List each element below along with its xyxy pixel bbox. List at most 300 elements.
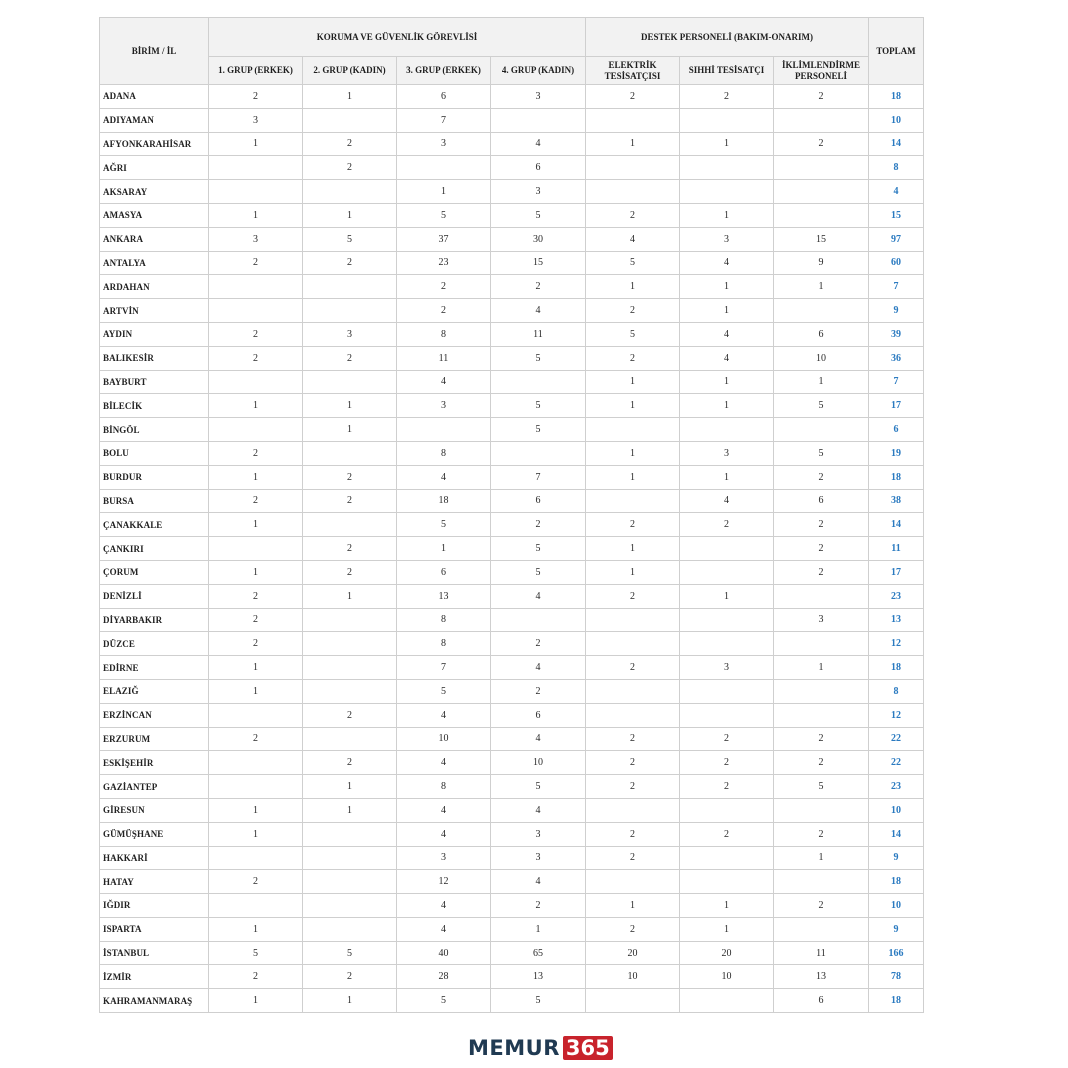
table-row — [100, 989, 924, 1013]
value-cell: 6 — [774, 989, 869, 1013]
value-cell: 2 — [680, 751, 774, 775]
value-cell: 1 — [209, 203, 303, 227]
value-cell: 2 — [209, 632, 303, 656]
value-cell — [586, 608, 680, 632]
value-cell — [774, 418, 869, 442]
value-cell: 1 — [209, 465, 303, 489]
city-cell: AYDIN — [100, 322, 209, 346]
value-cell: 1 — [586, 275, 680, 299]
value-cell: 5 — [491, 394, 586, 418]
value-cell: 8 — [397, 775, 491, 799]
city-cell: ADANA — [100, 85, 209, 109]
table-row — [100, 299, 924, 323]
value-cell: 5 — [586, 251, 680, 275]
value-cell — [586, 489, 680, 513]
value-cell: 2 — [774, 560, 869, 584]
value-cell — [303, 108, 397, 132]
header-sub: 2. GRUP (KADIN) — [303, 57, 397, 85]
city-cell: BİLECİK — [100, 394, 209, 418]
table-row — [100, 917, 924, 941]
value-cell — [680, 870, 774, 894]
value-cell: 2 — [586, 846, 680, 870]
value-cell: 1 — [586, 894, 680, 918]
value-cell: 6 — [491, 156, 586, 180]
value-cell: 1 — [303, 584, 397, 608]
total-cell: 18 — [869, 85, 924, 109]
value-cell: 20 — [586, 941, 680, 965]
value-cell: 1 — [680, 299, 774, 323]
table-row — [100, 870, 924, 894]
total-cell: 9 — [869, 846, 924, 870]
value-cell — [774, 584, 869, 608]
value-cell: 1 — [397, 537, 491, 561]
value-cell: 2 — [586, 299, 680, 323]
value-cell: 1 — [303, 418, 397, 442]
value-cell: 2 — [680, 727, 774, 751]
value-cell: 4 — [491, 870, 586, 894]
value-cell: 2 — [774, 894, 869, 918]
value-cell — [303, 632, 397, 656]
value-cell: 5 — [303, 941, 397, 965]
value-cell: 2 — [586, 727, 680, 751]
header-sub: SIHHİ TESİSATÇI — [680, 57, 774, 85]
value-cell — [680, 989, 774, 1013]
total-cell: 36 — [869, 346, 924, 370]
value-cell: 1 — [303, 394, 397, 418]
value-cell — [209, 299, 303, 323]
value-cell — [303, 180, 397, 204]
value-cell: 2 — [209, 489, 303, 513]
city-cell: İZMİR — [100, 965, 209, 989]
value-cell — [680, 679, 774, 703]
city-cell: AKSARAY — [100, 180, 209, 204]
table-row — [100, 156, 924, 180]
value-cell: 1 — [586, 560, 680, 584]
value-cell: 2 — [209, 965, 303, 989]
table-row — [100, 441, 924, 465]
value-cell: 1 — [680, 132, 774, 156]
value-cell: 3 — [303, 322, 397, 346]
value-cell: 10 — [680, 965, 774, 989]
value-cell: 1 — [303, 798, 397, 822]
table-row — [100, 394, 924, 418]
value-cell — [774, 156, 869, 180]
value-cell — [209, 775, 303, 799]
table-body — [100, 85, 924, 1013]
value-cell — [586, 703, 680, 727]
value-cell — [586, 180, 680, 204]
value-cell — [491, 370, 586, 394]
value-cell — [303, 846, 397, 870]
logo-number: 365 — [563, 1036, 613, 1060]
value-cell: 1 — [209, 798, 303, 822]
total-cell: 18 — [869, 465, 924, 489]
value-cell: 1 — [586, 394, 680, 418]
value-cell — [586, 989, 680, 1013]
value-cell: 28 — [397, 965, 491, 989]
header-sub: ELEKTRİK TESİSATÇISI — [586, 57, 680, 85]
value-cell: 10 — [774, 346, 869, 370]
value-cell: 1 — [209, 560, 303, 584]
value-cell: 2 — [209, 85, 303, 109]
city-cell: BALIKESİR — [100, 346, 209, 370]
value-cell: 3 — [491, 822, 586, 846]
value-cell — [680, 608, 774, 632]
value-cell: 1 — [586, 441, 680, 465]
table-row — [100, 846, 924, 870]
value-cell: 2 — [680, 822, 774, 846]
city-cell: ARDAHAN — [100, 275, 209, 299]
value-cell — [209, 537, 303, 561]
table-row — [100, 751, 924, 775]
value-cell — [209, 751, 303, 775]
value-cell: 8 — [397, 608, 491, 632]
city-cell: AMASYA — [100, 203, 209, 227]
city-cell: ANTALYA — [100, 251, 209, 275]
value-cell: 2 — [303, 560, 397, 584]
value-cell: 2 — [491, 513, 586, 537]
table-row — [100, 489, 924, 513]
value-cell: 1 — [303, 85, 397, 109]
value-cell: 1 — [680, 584, 774, 608]
value-cell — [303, 917, 397, 941]
total-cell: 4 — [869, 180, 924, 204]
value-cell: 8 — [397, 322, 491, 346]
value-cell — [586, 679, 680, 703]
value-cell: 2 — [209, 584, 303, 608]
header-sub: 1. GRUP (ERKEK) — [209, 57, 303, 85]
value-cell: 5 — [491, 418, 586, 442]
total-cell: 12 — [869, 703, 924, 727]
value-cell: 2 — [586, 203, 680, 227]
value-cell: 15 — [774, 227, 869, 251]
city-cell: EDİRNE — [100, 656, 209, 680]
memur365-logo — [468, 1035, 613, 1061]
city-cell: ÇANAKKALE — [100, 513, 209, 537]
value-cell: 2 — [774, 537, 869, 561]
table-row — [100, 608, 924, 632]
value-cell — [774, 870, 869, 894]
city-cell: ERZURUM — [100, 727, 209, 751]
table-row — [100, 965, 924, 989]
city-cell: BURSA — [100, 489, 209, 513]
value-cell — [209, 703, 303, 727]
value-cell — [680, 180, 774, 204]
value-cell — [303, 870, 397, 894]
value-cell: 4 — [491, 798, 586, 822]
city-cell: GİRESUN — [100, 798, 209, 822]
value-cell: 1 — [586, 465, 680, 489]
table-row — [100, 180, 924, 204]
total-cell: 60 — [869, 251, 924, 275]
value-cell: 5 — [491, 989, 586, 1013]
value-cell — [774, 679, 869, 703]
value-cell: 4 — [491, 656, 586, 680]
value-cell: 1 — [680, 465, 774, 489]
city-cell: DÜZCE — [100, 632, 209, 656]
value-cell: 1 — [209, 513, 303, 537]
value-cell: 2 — [397, 275, 491, 299]
total-cell: 7 — [869, 370, 924, 394]
total-cell: 14 — [869, 132, 924, 156]
table-row — [100, 822, 924, 846]
value-cell: 3 — [209, 108, 303, 132]
city-cell: AĞRI — [100, 156, 209, 180]
value-cell: 2 — [303, 703, 397, 727]
total-cell: 18 — [869, 989, 924, 1013]
total-cell: 97 — [869, 227, 924, 251]
value-cell — [680, 108, 774, 132]
value-cell — [209, 156, 303, 180]
city-cell: ISPARTA — [100, 917, 209, 941]
value-cell: 1 — [209, 989, 303, 1013]
value-cell — [303, 894, 397, 918]
value-cell: 2 — [774, 465, 869, 489]
value-cell: 1 — [774, 846, 869, 870]
value-cell: 6 — [491, 489, 586, 513]
value-cell: 4 — [397, 822, 491, 846]
city-cell: KAHRAMANMARAŞ — [100, 989, 209, 1013]
value-cell: 2 — [209, 870, 303, 894]
value-cell — [774, 703, 869, 727]
city-cell: ADIYAMAN — [100, 108, 209, 132]
total-cell: 8 — [869, 679, 924, 703]
value-cell: 2 — [209, 727, 303, 751]
value-cell: 4 — [397, 751, 491, 775]
value-cell: 5 — [397, 513, 491, 537]
value-cell: 3 — [491, 846, 586, 870]
total-cell: 78 — [869, 965, 924, 989]
value-cell — [774, 632, 869, 656]
value-cell: 1 — [586, 370, 680, 394]
total-cell: 9 — [869, 917, 924, 941]
value-cell: 6 — [397, 560, 491, 584]
total-cell: 12 — [869, 632, 924, 656]
value-cell: 2 — [303, 537, 397, 561]
value-cell: 30 — [491, 227, 586, 251]
value-cell — [491, 608, 586, 632]
value-cell: 4 — [397, 798, 491, 822]
value-cell: 5 — [491, 537, 586, 561]
value-cell — [680, 798, 774, 822]
value-cell: 4 — [491, 299, 586, 323]
total-cell: 22 — [869, 751, 924, 775]
value-cell — [586, 798, 680, 822]
value-cell — [680, 418, 774, 442]
value-cell: 2 — [586, 584, 680, 608]
total-cell: 22 — [869, 727, 924, 751]
value-cell: 2 — [586, 751, 680, 775]
value-cell: 2 — [586, 85, 680, 109]
table-row — [100, 108, 924, 132]
value-cell: 7 — [397, 108, 491, 132]
value-cell — [491, 441, 586, 465]
value-cell: 5 — [303, 227, 397, 251]
value-cell — [397, 418, 491, 442]
table-row — [100, 703, 924, 727]
total-cell: 14 — [869, 513, 924, 537]
value-cell: 2 — [680, 513, 774, 537]
city-cell: DİYARBAKIR — [100, 608, 209, 632]
value-cell: 2 — [586, 822, 680, 846]
value-cell: 5 — [774, 394, 869, 418]
total-cell: 38 — [869, 489, 924, 513]
value-cell — [303, 822, 397, 846]
value-cell: 4 — [397, 703, 491, 727]
value-cell — [303, 608, 397, 632]
value-cell — [774, 203, 869, 227]
value-cell — [491, 108, 586, 132]
value-cell — [209, 370, 303, 394]
total-cell: 166 — [869, 941, 924, 965]
value-cell: 2 — [586, 346, 680, 370]
value-cell: 10 — [397, 727, 491, 751]
value-cell: 2 — [397, 299, 491, 323]
value-cell: 11 — [491, 322, 586, 346]
total-cell: 23 — [869, 584, 924, 608]
table-row — [100, 203, 924, 227]
value-cell: 1 — [586, 132, 680, 156]
total-cell: 23 — [869, 775, 924, 799]
city-cell: HATAY — [100, 870, 209, 894]
city-cell: HAKKARİ — [100, 846, 209, 870]
header-sub: 3. GRUP (ERKEK) — [397, 57, 491, 85]
value-cell: 4 — [680, 322, 774, 346]
value-cell: 3 — [491, 180, 586, 204]
total-cell: 6 — [869, 418, 924, 442]
table-row — [100, 679, 924, 703]
value-cell: 1 — [680, 394, 774, 418]
total-cell: 18 — [869, 870, 924, 894]
value-cell: 1 — [680, 894, 774, 918]
value-cell — [680, 632, 774, 656]
value-cell: 1 — [680, 917, 774, 941]
value-cell: 7 — [491, 465, 586, 489]
value-cell: 1 — [680, 203, 774, 227]
value-cell: 11 — [397, 346, 491, 370]
table-container — [99, 17, 923, 1013]
table-row — [100, 418, 924, 442]
value-cell: 1 — [774, 275, 869, 299]
total-cell: 10 — [869, 894, 924, 918]
table-row — [100, 251, 924, 275]
value-cell: 15 — [491, 251, 586, 275]
value-cell: 5 — [491, 346, 586, 370]
value-cell: 1 — [209, 132, 303, 156]
value-cell: 1 — [303, 775, 397, 799]
value-cell: 2 — [209, 251, 303, 275]
value-cell: 40 — [397, 941, 491, 965]
city-cell: BURDUR — [100, 465, 209, 489]
value-cell: 4 — [397, 917, 491, 941]
value-cell: 13 — [491, 965, 586, 989]
value-cell: 2 — [491, 632, 586, 656]
table-row — [100, 560, 924, 584]
logo-text: MEMUR — [468, 1036, 560, 1060]
value-cell: 1 — [303, 203, 397, 227]
value-cell: 12 — [397, 870, 491, 894]
header-koruma: KORUMA VE GÜVENLİK GÖREVLİSİ — [209, 18, 586, 57]
table-row — [100, 370, 924, 394]
value-cell — [680, 846, 774, 870]
city-cell: ÇORUM — [100, 560, 209, 584]
value-cell: 13 — [397, 584, 491, 608]
value-cell — [303, 679, 397, 703]
value-cell: 2 — [680, 775, 774, 799]
table-row — [100, 775, 924, 799]
value-cell: 2 — [491, 275, 586, 299]
table-row — [100, 798, 924, 822]
value-cell — [586, 156, 680, 180]
table-row — [100, 537, 924, 561]
table-header — [100, 18, 924, 85]
value-cell: 5 — [491, 775, 586, 799]
city-cell: GÜMÜŞHANE — [100, 822, 209, 846]
city-cell: ARTVİN — [100, 299, 209, 323]
value-cell — [680, 560, 774, 584]
value-cell — [774, 798, 869, 822]
value-cell — [303, 513, 397, 537]
value-cell — [774, 180, 869, 204]
value-cell — [680, 703, 774, 727]
value-cell — [209, 846, 303, 870]
value-cell — [774, 299, 869, 323]
city-cell: İSTANBUL — [100, 941, 209, 965]
total-cell: 9 — [869, 299, 924, 323]
value-cell: 3 — [209, 227, 303, 251]
value-cell: 2 — [303, 465, 397, 489]
value-cell — [303, 299, 397, 323]
total-cell: 19 — [869, 441, 924, 465]
value-cell: 3 — [680, 656, 774, 680]
value-cell: 6 — [774, 489, 869, 513]
value-cell — [303, 370, 397, 394]
header-destek: DESTEK PERSONELİ (BAKIM-ONARIM) — [586, 18, 869, 57]
value-cell: 3 — [680, 227, 774, 251]
table-row — [100, 513, 924, 537]
value-cell: 23 — [397, 251, 491, 275]
table-row — [100, 132, 924, 156]
value-cell: 5 — [397, 679, 491, 703]
total-cell: 17 — [869, 560, 924, 584]
value-cell: 13 — [774, 965, 869, 989]
city-cell: ELAZIĞ — [100, 679, 209, 703]
value-cell: 5 — [397, 203, 491, 227]
value-cell — [209, 275, 303, 299]
value-cell: 2 — [491, 894, 586, 918]
value-cell: 5 — [774, 775, 869, 799]
value-cell: 5 — [491, 560, 586, 584]
value-cell: 5 — [586, 322, 680, 346]
value-cell: 2 — [491, 679, 586, 703]
value-cell: 1 — [209, 917, 303, 941]
value-cell: 2 — [303, 346, 397, 370]
value-cell: 1 — [209, 822, 303, 846]
value-cell — [586, 418, 680, 442]
header-sub: İKLİMLENDİRME PERSONELİ — [774, 57, 869, 85]
value-cell — [774, 108, 869, 132]
value-cell: 2 — [303, 751, 397, 775]
value-cell: 1 — [774, 656, 869, 680]
value-cell — [586, 870, 680, 894]
value-cell: 4 — [680, 489, 774, 513]
city-cell: BİNGÖL — [100, 418, 209, 442]
value-cell: 5 — [774, 441, 869, 465]
value-cell: 4 — [491, 727, 586, 751]
value-cell — [303, 727, 397, 751]
value-cell: 20 — [680, 941, 774, 965]
value-cell: 7 — [397, 656, 491, 680]
